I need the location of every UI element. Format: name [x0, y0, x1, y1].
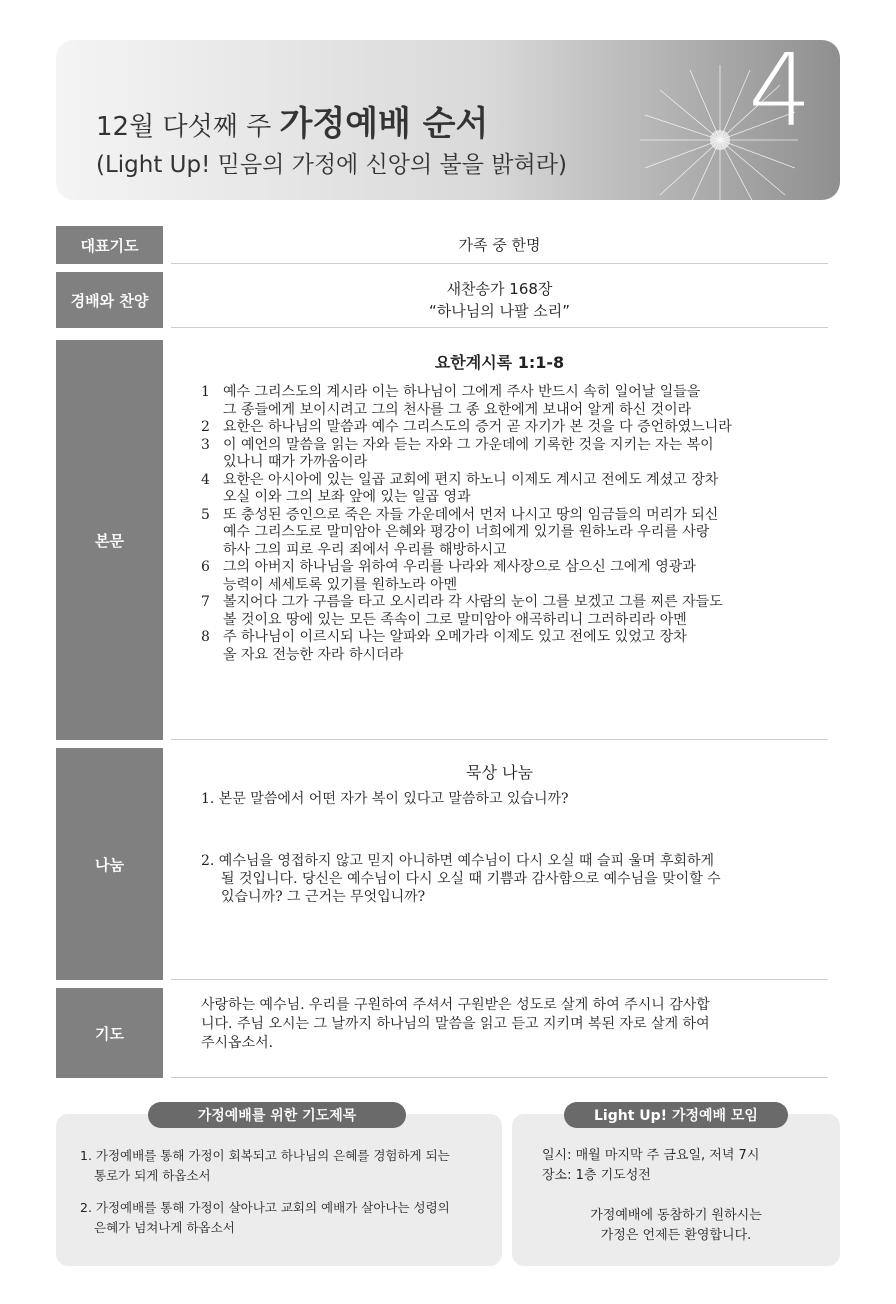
prayer-topic-1: 1. 가정예배를 통해 가정이 회복되고 하나님의 은혜를 경험하게 되는 통로가 되게 하옵소서	[80, 1148, 450, 1183]
verse: 6 그의 아버지 하나님을 위하여 우리를 나라와 제사장으로 삼으신 그에게 영광과 능력이 세세토록 있기를 원하노라 아멘	[201, 559, 696, 593]
page-title: 12월 다섯째 주 가정예배 순서	[96, 104, 489, 144]
closing-prayer: 사랑하는 예수님. 우리를 구원하여 주셔서 구원받은 성도로 살게 하여 주시니 감사합 니다. 주님 오시는 그 날까지 하나님의 말씀을 읽고 듣고 지키며 복된 자로 살게 하여 주시옵소서.	[201, 997, 710, 1051]
question-1: 1. 본문 말씀에서 어떤 자가 복이 있다고 말씀하고 있습니까?	[201, 791, 569, 807]
row-label: 대표기도	[56, 226, 163, 264]
week-number: 4	[748, 40, 812, 149]
row-prayer	[56, 988, 828, 1078]
meeting-place: 장소: 1층 기도성전	[542, 1168, 651, 1183]
row-label: 경배와 찬양	[56, 272, 163, 328]
row-content	[171, 272, 828, 328]
row-content	[171, 340, 828, 740]
verse: 5 또 충성된 증인으로 죽은 자들 가운데에서 먼저 나시고 땅의 임금들의 머리가 되신 예수 그리스도로 말미암아 은혜와 평강이 너희에게 있기를 원하노라 우리를 사랑 하사 그의 피로 우리 죄에서 우리를 해방하시고	[201, 506, 719, 558]
row-label: 본문	[56, 340, 163, 740]
hymn-number: 새찬송가 168장	[446, 279, 553, 298]
verse-list	[201, 384, 808, 664]
row-content: 가족 중 한명	[171, 226, 828, 264]
sharing-heading: 묵상 나눔	[466, 763, 533, 782]
prayer-topics-box	[56, 1108, 502, 1266]
meeting-info-box	[512, 1108, 840, 1266]
verse: 2 요한은 하나님의 말씀과 예수 그리스도의 증거 곧 자기가 본 것을 다 증언하였느니라	[201, 419, 732, 435]
verse: 7 볼지어다 그가 구름을 타고 오시리라 각 사람의 눈이 그를 보겠고 그를 찌른 자들도 볼 것이요 땅에 있는 모든 족속이 그로 말미암아 애곡하리니 그러하리라 아멘	[201, 594, 723, 628]
row-content	[171, 748, 828, 980]
meeting-schedule	[542, 1146, 759, 1186]
scripture-reference: 요한계시록 1:1-8	[434, 353, 565, 372]
question-2: 2. 예수님을 영접하지 않고 믿지 아니하면 예수님이 다시 오실 때 슬피 울며 후회하게 될 것입니다. 당신은 예수님이 다시 오실 때 기쁨과 감사함으로 예수님을 맞이할 수 있습니까? 그 근거는 무엇입니까?	[201, 853, 721, 905]
row-scripture	[56, 340, 828, 740]
page-subtitle: (Light Up! 믿음의 가정에 신앙의 불을 밝혀라)	[96, 152, 567, 178]
row-representative-prayer	[56, 226, 828, 264]
meeting-info-title: Light Up! 가정예배 모임	[564, 1102, 788, 1128]
title-banner	[56, 40, 840, 200]
verse: 8 주 하나님이 이르시되 나는 알파와 오메가라 이제도 있고 전에도 있었고 장차 올 자요 전능한 자라 하시더라	[201, 629, 687, 663]
prayer-topic-2: 2. 가정예배를 통해 가정이 살아나고 교회의 예배가 살아나는 성령의 은혜가 넘쳐나게 하옵소서	[80, 1200, 450, 1235]
row-label: 기도	[56, 988, 163, 1078]
row-label: 나눔	[56, 748, 163, 980]
verse: 1 예수 그리스도의 계시라 이는 하나님이 그에게 주사 반드시 속히 일어날 일들을 그 종들에게 보이시려고 그의 천사를 그 종 요한에게 보내어 알게 하신 것이라	[201, 384, 701, 418]
row-content	[171, 988, 828, 1078]
verse: 4 요한은 아시아에 있는 일곱 교회에 편지 하노니 이제도 계시고 전에도 계셨고 장차 오실 이와 그의 보좌 앞에 있는 일곱 영과	[201, 471, 719, 505]
verse: 3 이 예언의 말씀을 읽는 자와 듣는 자와 그 가운데에 기록한 것을 지키는 자는 복이 있나니 때가 가까움이라	[201, 436, 714, 470]
hymn-title: “하나님의 나팔 소리”	[429, 301, 570, 320]
meeting-invitation: 가정예배에 동참하기 원하시는 가정은 언제든 환영합니다.	[590, 1208, 762, 1243]
row-sharing	[56, 748, 828, 980]
row-worship	[56, 272, 828, 328]
meeting-time: 일시: 매월 마지막 주 금요일, 저녁 7시	[542, 1148, 760, 1163]
prayer-topics-title: 가정예배를 위한 기도제목	[148, 1102, 406, 1128]
